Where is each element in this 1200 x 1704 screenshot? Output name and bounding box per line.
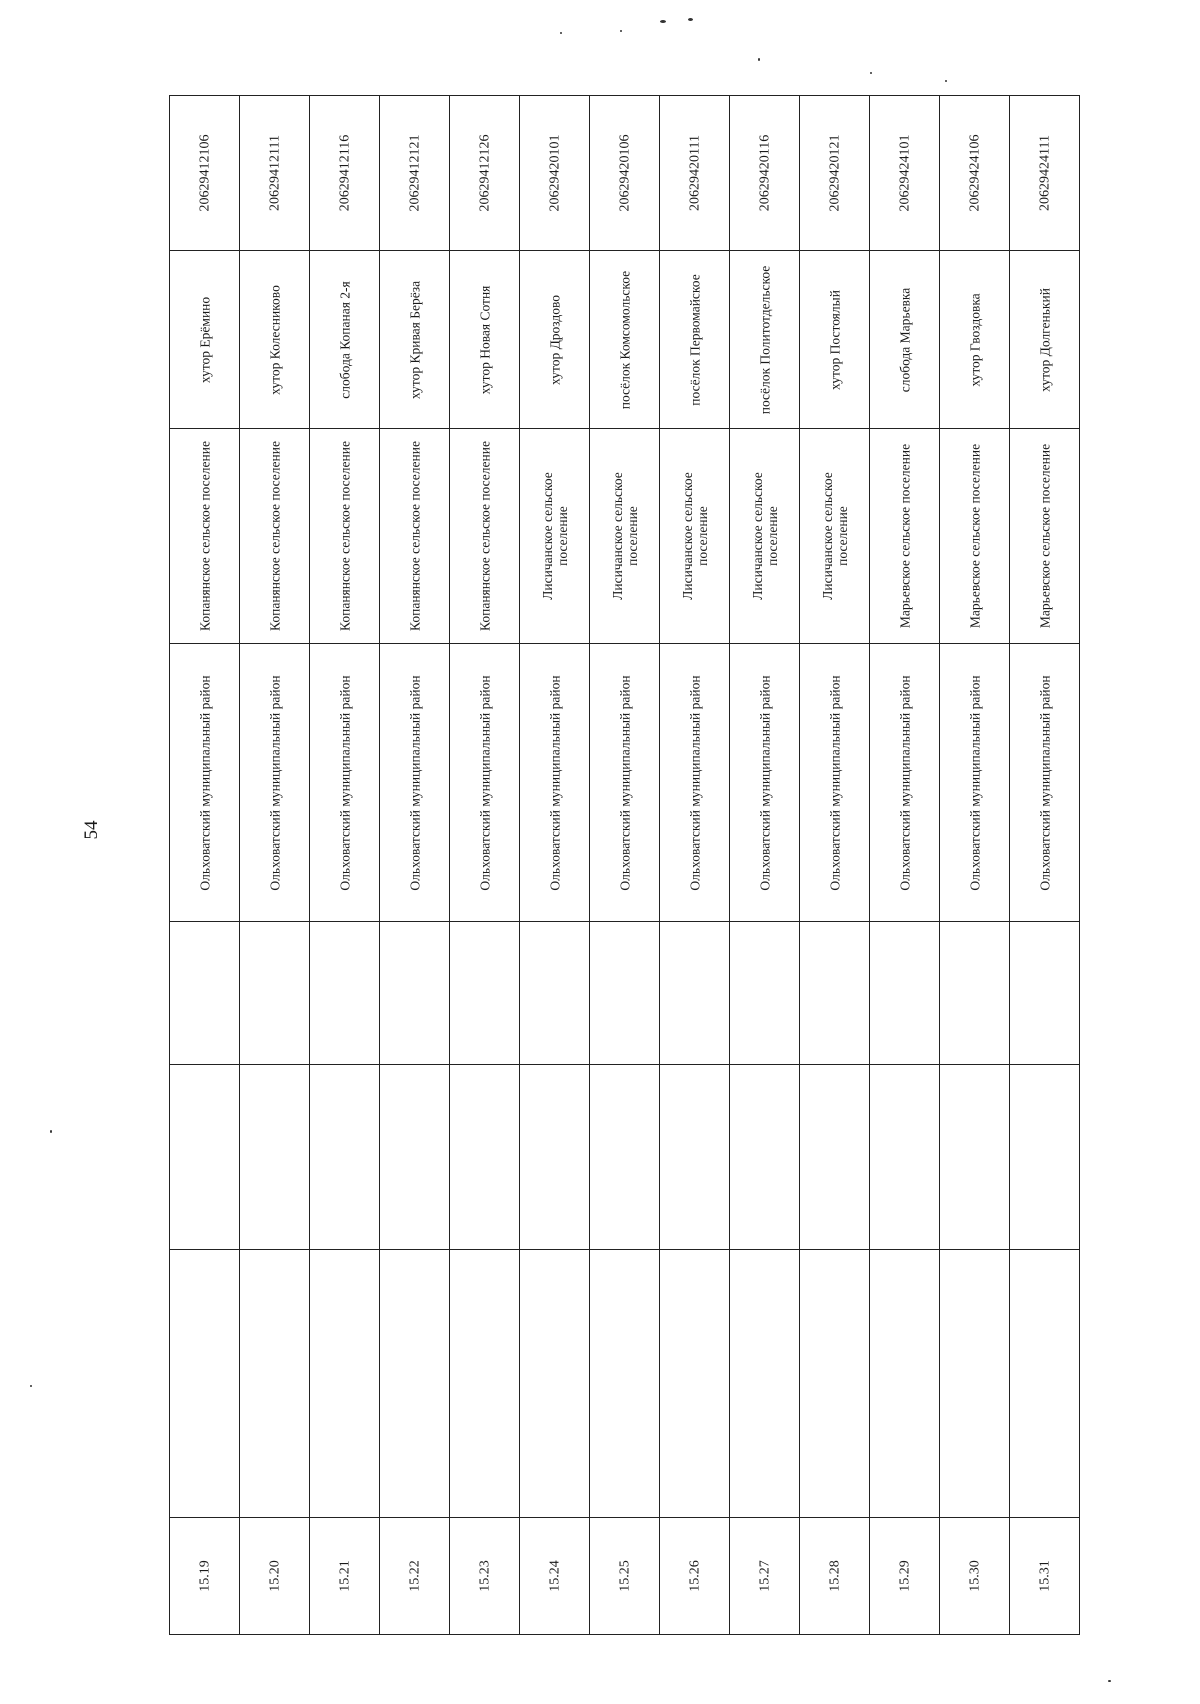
- district-text: Ольховатский муниципальный район: [267, 674, 282, 891]
- scan-speck: [560, 32, 562, 34]
- row-number-cell: [800, 1518, 869, 1634]
- oktmo-code-text: 20629412126: [477, 134, 492, 212]
- oktmo-code-cell: [1010, 96, 1079, 251]
- settlement-text: Копанянское сельское поселение: [267, 441, 282, 631]
- settlement-cell: [450, 429, 519, 644]
- oktmo-code-cell: [870, 96, 939, 251]
- row-number-cell: [1010, 1518, 1079, 1634]
- empty-cell: [730, 922, 799, 1065]
- table-row: [660, 95, 730, 1635]
- oktmo-code-cell: [170, 96, 239, 251]
- row-number-text: 15.28: [827, 1560, 842, 1592]
- district-text: Ольховатский муниципальный район: [407, 674, 422, 891]
- row-number-text: 15.26: [687, 1560, 702, 1592]
- settlement-text: Лисичанское сельское поселение: [819, 472, 850, 600]
- district-text: Ольховатский муниципальный район: [477, 674, 492, 891]
- oktmo-code-text: 20629424106: [967, 134, 982, 212]
- empty-cell: [450, 1250, 519, 1518]
- table-row: [730, 95, 800, 1635]
- settlement-cell: [870, 429, 939, 644]
- district-cell: [1010, 644, 1079, 922]
- empty-cell: [240, 1250, 309, 1518]
- oktmo-code-cell: [590, 96, 659, 251]
- scan-speck: [688, 18, 693, 21]
- empty-cell: [870, 1065, 939, 1250]
- empty-cell: [800, 922, 869, 1065]
- locality-cell: [590, 251, 659, 429]
- empty-cell: [170, 1250, 239, 1518]
- empty-cell: [310, 1250, 379, 1518]
- oktmo-code-cell: [240, 96, 309, 251]
- locality-text: хутор Новая Сотня: [477, 285, 492, 394]
- oktmo-code-cell: [660, 96, 729, 251]
- locality-text: хутор Долгенький: [1037, 287, 1052, 392]
- row-number-text: 15.27: [757, 1560, 772, 1592]
- district-cell: [730, 644, 799, 922]
- empty-cell: [870, 1250, 939, 1518]
- locality-cell: [310, 251, 379, 429]
- settlement-cell: [940, 429, 1009, 644]
- settlement-text: Лисичанское сельское поселение: [539, 472, 570, 600]
- oktmo-code-cell: [730, 96, 799, 251]
- row-number-text: 15.30: [967, 1560, 982, 1592]
- settlement-text: Лисичанское сельское поселение: [609, 472, 640, 600]
- district-cell: [520, 644, 589, 922]
- locality-text: слобода Марьевка: [897, 287, 912, 392]
- empty-cell: [590, 1065, 659, 1250]
- row-number-cell: [520, 1518, 589, 1634]
- empty-cell: [940, 922, 1009, 1065]
- district-cell: [870, 644, 939, 922]
- row-number-cell: [240, 1518, 309, 1634]
- oktmo-code-text: 20629424111: [1037, 135, 1052, 211]
- table-row: [800, 95, 870, 1635]
- row-number-cell: [450, 1518, 519, 1634]
- empty-cell: [380, 1065, 449, 1250]
- empty-cell: [170, 922, 239, 1065]
- empty-cell: [310, 922, 379, 1065]
- locality-cell: [450, 251, 519, 429]
- locality-cell: [800, 251, 869, 429]
- empty-cell: [170, 1065, 239, 1250]
- settlement-cell: [520, 429, 589, 644]
- table-row: [870, 95, 940, 1635]
- empty-cell: [940, 1250, 1009, 1518]
- oktmo-code-cell: [380, 96, 449, 251]
- settlement-text: Лисичанское сельское поселение: [749, 472, 780, 600]
- oktmo-code-text: 20629420101: [547, 134, 562, 212]
- empty-cell: [520, 1065, 589, 1250]
- scan-speck: [620, 30, 622, 32]
- settlement-cell: [800, 429, 869, 644]
- district-text: Ольховатский муниципальный район: [967, 674, 982, 891]
- table-row: [170, 95, 240, 1635]
- table-row: [590, 95, 660, 1635]
- empty-cell: [1010, 922, 1079, 1065]
- district-cell: [660, 644, 729, 922]
- district-text: Ольховатский муниципальный район: [547, 674, 562, 891]
- district-text: Ольховатский муниципальный район: [1037, 674, 1052, 891]
- district-cell: [590, 644, 659, 922]
- district-text: Ольховатский муниципальный район: [197, 674, 212, 891]
- settlement-text: Копанянское сельское поселение: [337, 441, 352, 631]
- row-number-text: 15.31: [1037, 1560, 1052, 1592]
- empty-cell: [380, 1250, 449, 1518]
- settlement-cell: [660, 429, 729, 644]
- table-row: [940, 95, 1010, 1635]
- locality-cell: [870, 251, 939, 429]
- row-number-cell: [870, 1518, 939, 1634]
- locality-cell: [940, 251, 1009, 429]
- empty-cell: [730, 1065, 799, 1250]
- settlement-cell: [1010, 429, 1079, 644]
- oktmo-code-cell: [800, 96, 869, 251]
- oktmo-code-cell: [450, 96, 519, 251]
- locality-cell: [730, 251, 799, 429]
- locality-text: хутор Ерёмино: [197, 296, 212, 383]
- settlement-cell: [730, 429, 799, 644]
- district-cell: [240, 644, 309, 922]
- row-number-cell: [310, 1518, 379, 1634]
- settlement-text: Марьевское сельское поселение: [967, 443, 982, 629]
- empty-cell: [870, 922, 939, 1065]
- settlement-cell: [380, 429, 449, 644]
- district-cell: [380, 644, 449, 922]
- oktmo-code-cell: [520, 96, 589, 251]
- settlement-cell: [240, 429, 309, 644]
- empty-cell: [450, 922, 519, 1065]
- empty-cell: [380, 922, 449, 1065]
- empty-cell: [240, 922, 309, 1065]
- locality-cell: [380, 251, 449, 429]
- oktmo-code-text: 20629420106: [617, 134, 632, 212]
- locality-text: посёлок Первомайское: [687, 273, 702, 406]
- empty-cell: [590, 1250, 659, 1518]
- district-text: Ольховатский муниципальный район: [337, 674, 352, 891]
- row-number-text: 15.24: [547, 1560, 562, 1592]
- table-row: [1010, 95, 1080, 1635]
- settlement-cell: [590, 429, 659, 644]
- row-number-text: 15.22: [407, 1560, 422, 1592]
- settlement-cell: [310, 429, 379, 644]
- oktmo-code-text: 20629424101: [897, 134, 912, 212]
- row-number-text: 15.29: [897, 1560, 912, 1592]
- table-row: [450, 95, 520, 1635]
- empty-cell: [660, 1250, 729, 1518]
- oktmo-code-text: 20629412121: [407, 134, 422, 212]
- empty-cell: [310, 1065, 379, 1250]
- row-number-cell: [590, 1518, 659, 1634]
- locality-text: хутор Постоялый: [827, 289, 842, 390]
- empty-cell: [1010, 1065, 1079, 1250]
- scan-speck: [870, 72, 872, 74]
- oktmo-code-text: 20629412116: [337, 134, 352, 212]
- table-row: [380, 95, 450, 1635]
- row-number-text: 15.21: [337, 1560, 352, 1592]
- locality-cell: [660, 251, 729, 429]
- settlement-text: Копанянское сельское поселение: [477, 441, 492, 631]
- locality-text: слобода Копаная 2-я: [337, 280, 352, 399]
- settlement-cell: [170, 429, 239, 644]
- row-number-cell: [170, 1518, 239, 1634]
- oktmo-code-cell: [310, 96, 379, 251]
- row-number-cell: [730, 1518, 799, 1634]
- locality-cell: [240, 251, 309, 429]
- empty-cell: [520, 922, 589, 1065]
- table-row: [520, 95, 590, 1635]
- locality-cell: [170, 251, 239, 429]
- row-number-cell: [380, 1518, 449, 1634]
- district-cell: [800, 644, 869, 922]
- empty-cell: [1010, 1250, 1079, 1518]
- scan-speck: [30, 1385, 32, 1387]
- page-number: 54: [81, 820, 102, 840]
- empty-cell: [590, 922, 659, 1065]
- settlements-table: [169, 95, 1080, 1635]
- row-number-cell: [660, 1518, 729, 1634]
- district-cell: [450, 644, 519, 922]
- settlement-text: Копанянское сельское поселение: [407, 441, 422, 631]
- row-number-text: 15.20: [267, 1560, 282, 1592]
- district-text: Ольховатский муниципальный район: [827, 674, 842, 891]
- district-text: Ольховатский муниципальный район: [687, 674, 702, 891]
- table-row: [310, 95, 380, 1635]
- oktmo-code-text: 20629420111: [687, 135, 702, 211]
- scan-speck: [1108, 1680, 1111, 1682]
- empty-cell: [660, 1065, 729, 1250]
- locality-text: посёлок Политотдельское: [757, 265, 772, 414]
- empty-cell: [240, 1065, 309, 1250]
- table-row: [240, 95, 310, 1635]
- empty-cell: [520, 1250, 589, 1518]
- locality-text: хутор Дроздово: [547, 294, 562, 385]
- district-cell: [940, 644, 1009, 922]
- oktmo-code-text: 20629412111: [267, 135, 282, 211]
- oktmo-code-text: 20629420121: [827, 134, 842, 212]
- empty-cell: [450, 1065, 519, 1250]
- scan-speck: [660, 20, 666, 23]
- empty-cell: [730, 1250, 799, 1518]
- settlement-text: Марьевское сельское поселение: [897, 443, 912, 629]
- row-number-cell: [940, 1518, 1009, 1634]
- district-text: Ольховатский муниципальный район: [617, 674, 632, 891]
- empty-cell: [800, 1250, 869, 1518]
- district-cell: [170, 644, 239, 922]
- locality-text: посёлок Комсомольское: [617, 270, 632, 409]
- scan-speck: [945, 80, 947, 82]
- row-number-text: 15.25: [617, 1560, 632, 1592]
- settlement-text: Лисичанское сельское поселение: [679, 472, 710, 600]
- locality-text: хутор Кривая Берёза: [407, 280, 422, 399]
- oktmo-code-text: 20629420116: [757, 134, 772, 212]
- locality-text: хутор Гвоздовка: [967, 292, 982, 387]
- oktmo-code-cell: [940, 96, 1009, 251]
- locality-text: хутор Колесниково: [267, 284, 282, 395]
- row-number-text: 15.23: [477, 1560, 492, 1592]
- empty-cell: [800, 1065, 869, 1250]
- settlement-text: Копанянское сельское поселение: [197, 441, 212, 631]
- locality-cell: [1010, 251, 1079, 429]
- oktmo-code-text: 20629412106: [197, 134, 212, 212]
- empty-cell: [940, 1065, 1009, 1250]
- settlement-text: Марьевское сельское поселение: [1037, 443, 1052, 629]
- empty-cell: [660, 922, 729, 1065]
- scan-speck: [50, 1130, 52, 1133]
- district-text: Ольховатский муниципальный район: [757, 674, 772, 891]
- scan-speck: [758, 58, 760, 61]
- district-text: Ольховатский муниципальный район: [897, 674, 912, 891]
- locality-cell: [520, 251, 589, 429]
- district-cell: [310, 644, 379, 922]
- row-number-text: 15.19: [197, 1560, 212, 1592]
